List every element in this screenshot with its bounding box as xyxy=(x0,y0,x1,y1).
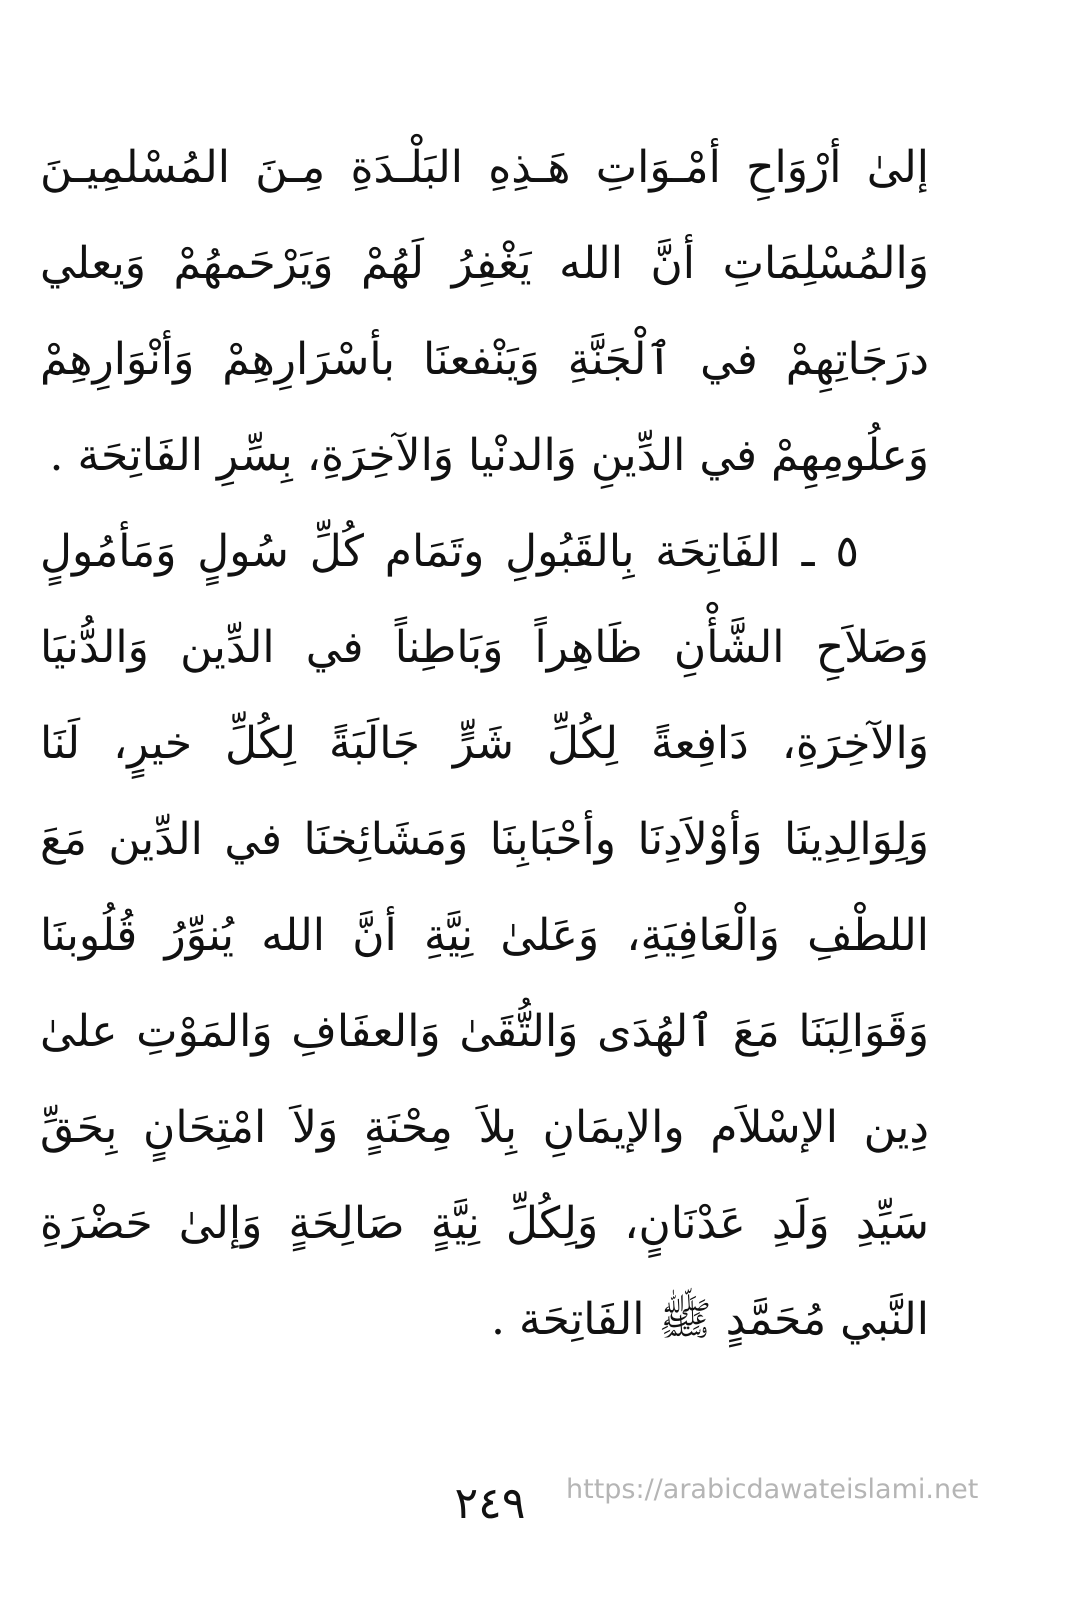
text-line: النَّبي مُحَمَّدٍ ﷺ الفَاتِحَة . xyxy=(491,1294,929,1345)
page-number: ٢٤٩ xyxy=(454,1478,526,1529)
page-body-text xyxy=(40,120,929,1368)
text-line: اللطْفِ وَالْعَافِيَةِ، وَعَلىٰ نِيَّةِ أنَّ الله يُنوِّرُ قُلُوبنَا xyxy=(40,910,929,961)
text-line: وَلِوَالِدِينَا وَأوْلاَدِنَا وأحْبَابِنَا وَمَشَائِخنَا في الدِّين مَعَ xyxy=(40,814,929,865)
text-line: وَالمُسْلِمَاتِ أنَّ الله يَغْفِرُ لَهُمْ وَيَرْحَمهُمْ وَيعلي xyxy=(40,238,929,289)
text-line: إلىٰ أرْوَاحِ أمْـوَاتِ هَـذِهِ البَلْـدَةِ مِـنَ المُسْلمِيـنَ xyxy=(40,142,929,193)
text-line: درَجَاتِهِمْ في ٱلْجَنَّةِ وَيَنْفعنَا بأسْرَارِهِمْ وَأنْوَارِهِمْ xyxy=(40,334,929,385)
text-line: سَيِّدِ وَلَدِ عَدْنَانٍ، وَلِكُلِّ نِيَّةٍ صَالِحَةٍ وَإلىٰ حَضْرَةِ xyxy=(40,1198,929,1249)
text-line: ٥ ـ الفَاتِحَة بِالقَبُولِ وتَمَام كُلِّ سُولٍ وَمَأمُولٍ xyxy=(40,526,859,577)
text-line: دِين الإسْلاَم والإيمَانِ بِلاَ مِحْنَةٍ وَلاَ امْتِحَانٍ بِحَقِّ xyxy=(40,1102,929,1153)
text-line: وَالآخِرَةِ، دَافِعةً لِكُلِّ شَرٍّ جَالَبَةً لِكُلِّ خيرٍ، لَنَا xyxy=(40,718,929,769)
text-line: وَقَوَالِبَنَا مَعَ ٱلهُدَى وَالتُّقَىٰ وَالعفَافِ وَالمَوْتِ علىٰ xyxy=(40,1006,929,1057)
text-line: وَعلُومِهِمْ في الدِّينِ وَالدنْيا وَالآخِرَةِ، بِسِّرِ الفَاتِحَة . xyxy=(49,430,929,481)
watermark-url: https://arabicdawateislami.net xyxy=(566,1474,979,1505)
text-line: وَصَلاَحِ الشَّأْنِ ظَاهِراً وَبَاطِناً في الدِّين وَالدُّنيَا xyxy=(40,622,929,673)
